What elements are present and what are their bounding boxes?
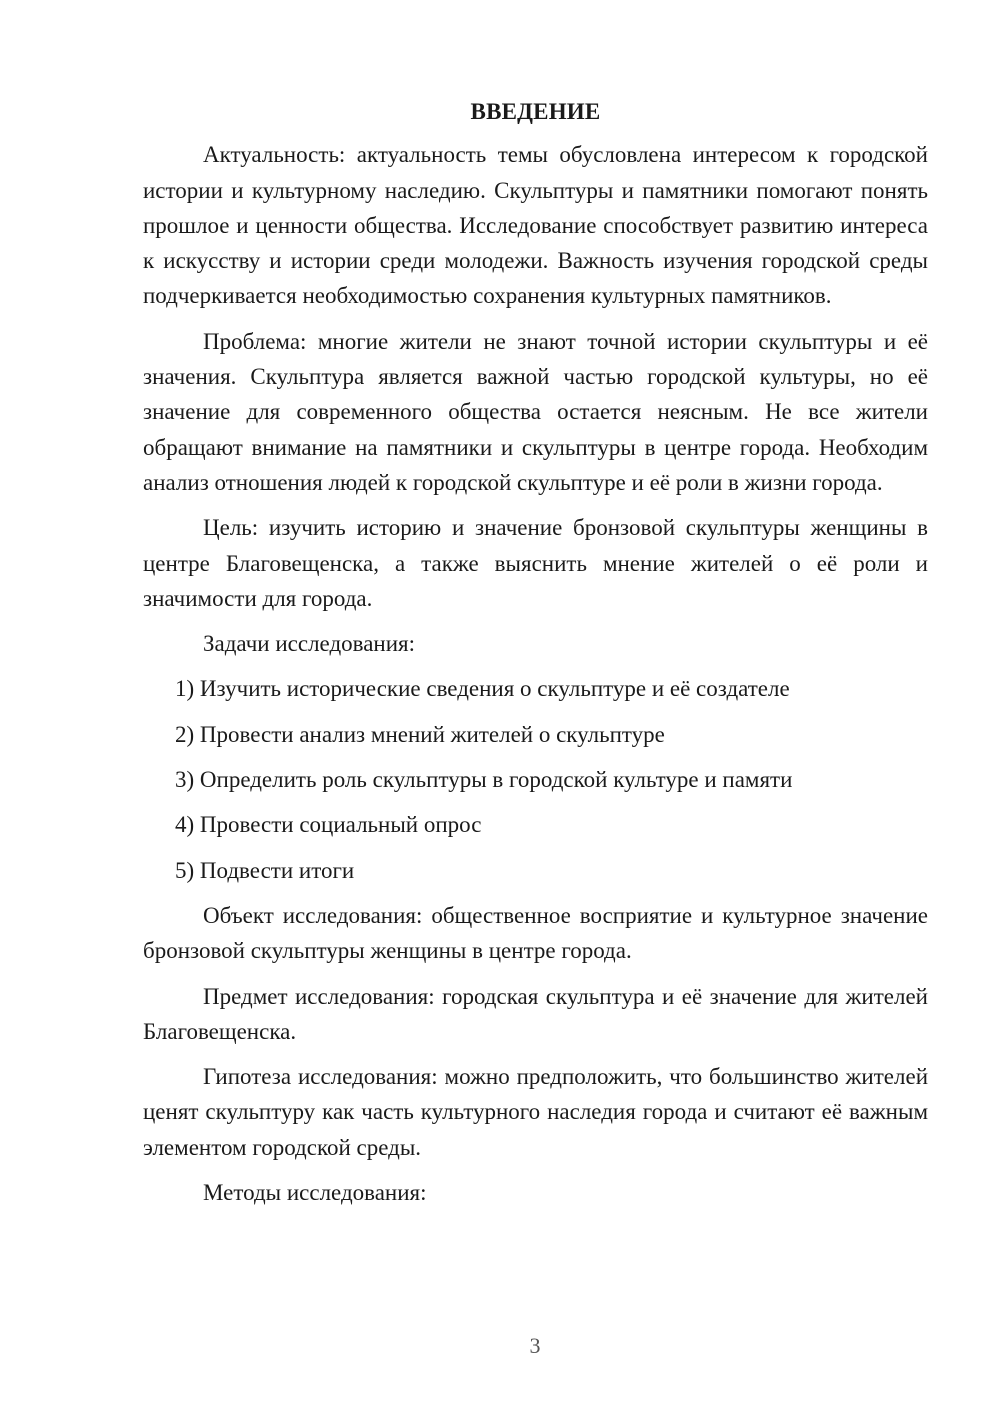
page-number: 3: [529, 1333, 541, 1358]
task-item-1: 1) Изучить исторические сведения о скульптуре и её создателе: [175, 676, 790, 702]
paragraph-relevance: Актуальность: актуальность темы обусловлена интересом к городской истории и культурному наследию. Скульптуры и памятники помогают понять прошлое и ценности общества. Исследование способствует развитию интереса к искусству и истории среди молодежи. Важность изучения городской среды подчеркивается необходимостью сохранения культурных памятников.: [143, 142, 928, 309]
task-item-2: 2) Провести анализ мнений жителей о скульптуре: [175, 721, 665, 747]
task-item-3: 3) Определить роль скульптуры в городской культуре и памяти: [175, 767, 793, 793]
document-page: [143, 94, 928, 1220]
paragraph-goal: Цель: изучить историю и значение бронзовой скульптуры женщины в центре Благовещенска, а также выяснить мнение жителей о её роли и значимости для города.: [143, 515, 928, 611]
paragraph-tasks-title: Задачи исследования:: [203, 631, 416, 657]
paragraph-methods-title: Методы исследования:: [203, 1180, 427, 1206]
paragraph-problem: Проблема: многие жители не знают точной истории скульптуры и её значения. Скульптура является важной частью городской культуры, но её значение для современного общества остается неясным. Не все жители обращают внимание на памятники и скульптуры в центре города. Необходим анализ отношения людей к городской скульптуре и её роли в жизни города.: [143, 328, 928, 495]
paragraph-hypothesis: Гипотеза исследования: можно предположить, что большинство жителей ценят скульптуру как часть культурного наследия города и считают её важным элементом городской среды.: [143, 1064, 928, 1160]
task-item-4: 4) Провести социальный опрос: [175, 812, 482, 838]
tasks-list: [143, 671, 928, 887]
task-item-5: 5) Подвести итоги: [175, 857, 355, 883]
section-heading: ВВЕДЕНИЕ: [470, 99, 601, 124]
paragraph-subject: Предмет исследования: городская скульптура и её значение для жителей Благовещенска.: [143, 983, 928, 1044]
paragraph-object: Объект исследования: общественное восприятие и культурное значение бронзовой скульптуры женщины в центре города.: [143, 902, 928, 964]
